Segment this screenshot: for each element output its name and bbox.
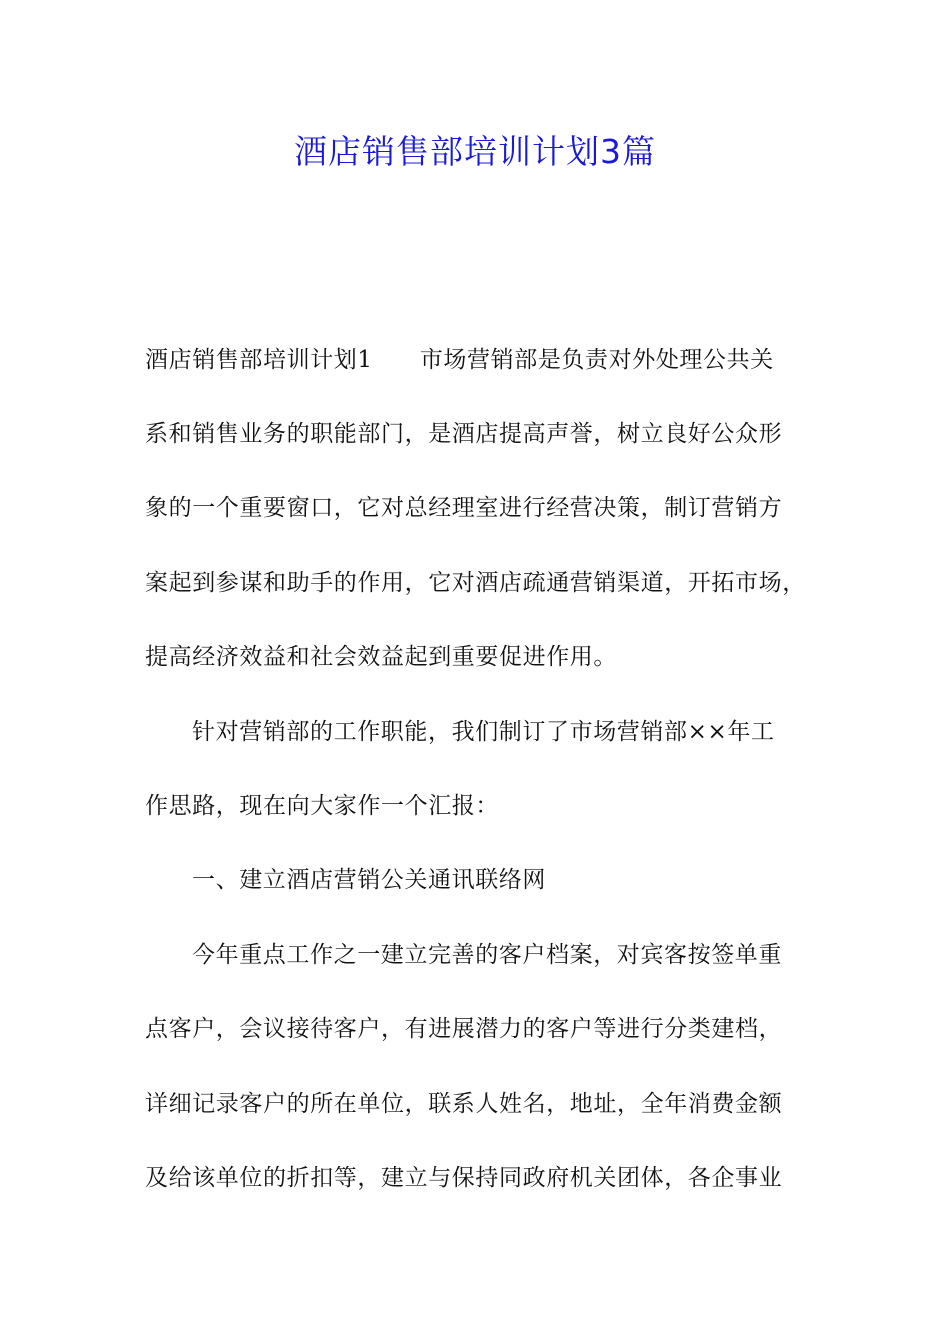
paragraph-line: 及给该单位的折扣等，建立与保持同政府机关团体，各企事业 — [145, 1165, 783, 1191]
paragraph-line: 今年重点工作之一建立完善的客户档案，对宾客按签单重 — [192, 942, 782, 968]
paragraph-line: 象的一个重要窗口，它对总经理室进行经营决策，制订营销方 — [145, 495, 783, 521]
paragraph-line: 案起到参谋和助手的作用，它对酒店疏通营销渠道，开拓市场， — [145, 570, 806, 596]
paragraph-line: 针对营销部的工作职能，我们制订了市场营销部××年工 — [192, 719, 775, 745]
document-title: 酒店销售部培训计划3篇 — [294, 132, 656, 171]
paragraph-line: 酒店销售部培训计划1 市场营销部是负责对外处理公共关 — [145, 347, 774, 373]
paragraph-line: 点客户，会议接待客户，有进展潜力的客户等进行分类建档， — [145, 1016, 783, 1042]
section-heading: 一、建立酒店营销公关通讯联络网 — [192, 867, 546, 893]
paragraph-line: 提高经济效益和社会效益起到重要促进作用。 — [145, 644, 617, 670]
paragraph-line: 系和销售业务的职能部门，是酒店提高声誉，树立良好公众形 — [145, 421, 783, 447]
paragraph-line: 作思路，现在向大家作一个汇报： — [145, 793, 499, 819]
paragraph-line: 详细记录客户的所在单位，联系人姓名，地址，全年消费金额 — [145, 1091, 783, 1117]
